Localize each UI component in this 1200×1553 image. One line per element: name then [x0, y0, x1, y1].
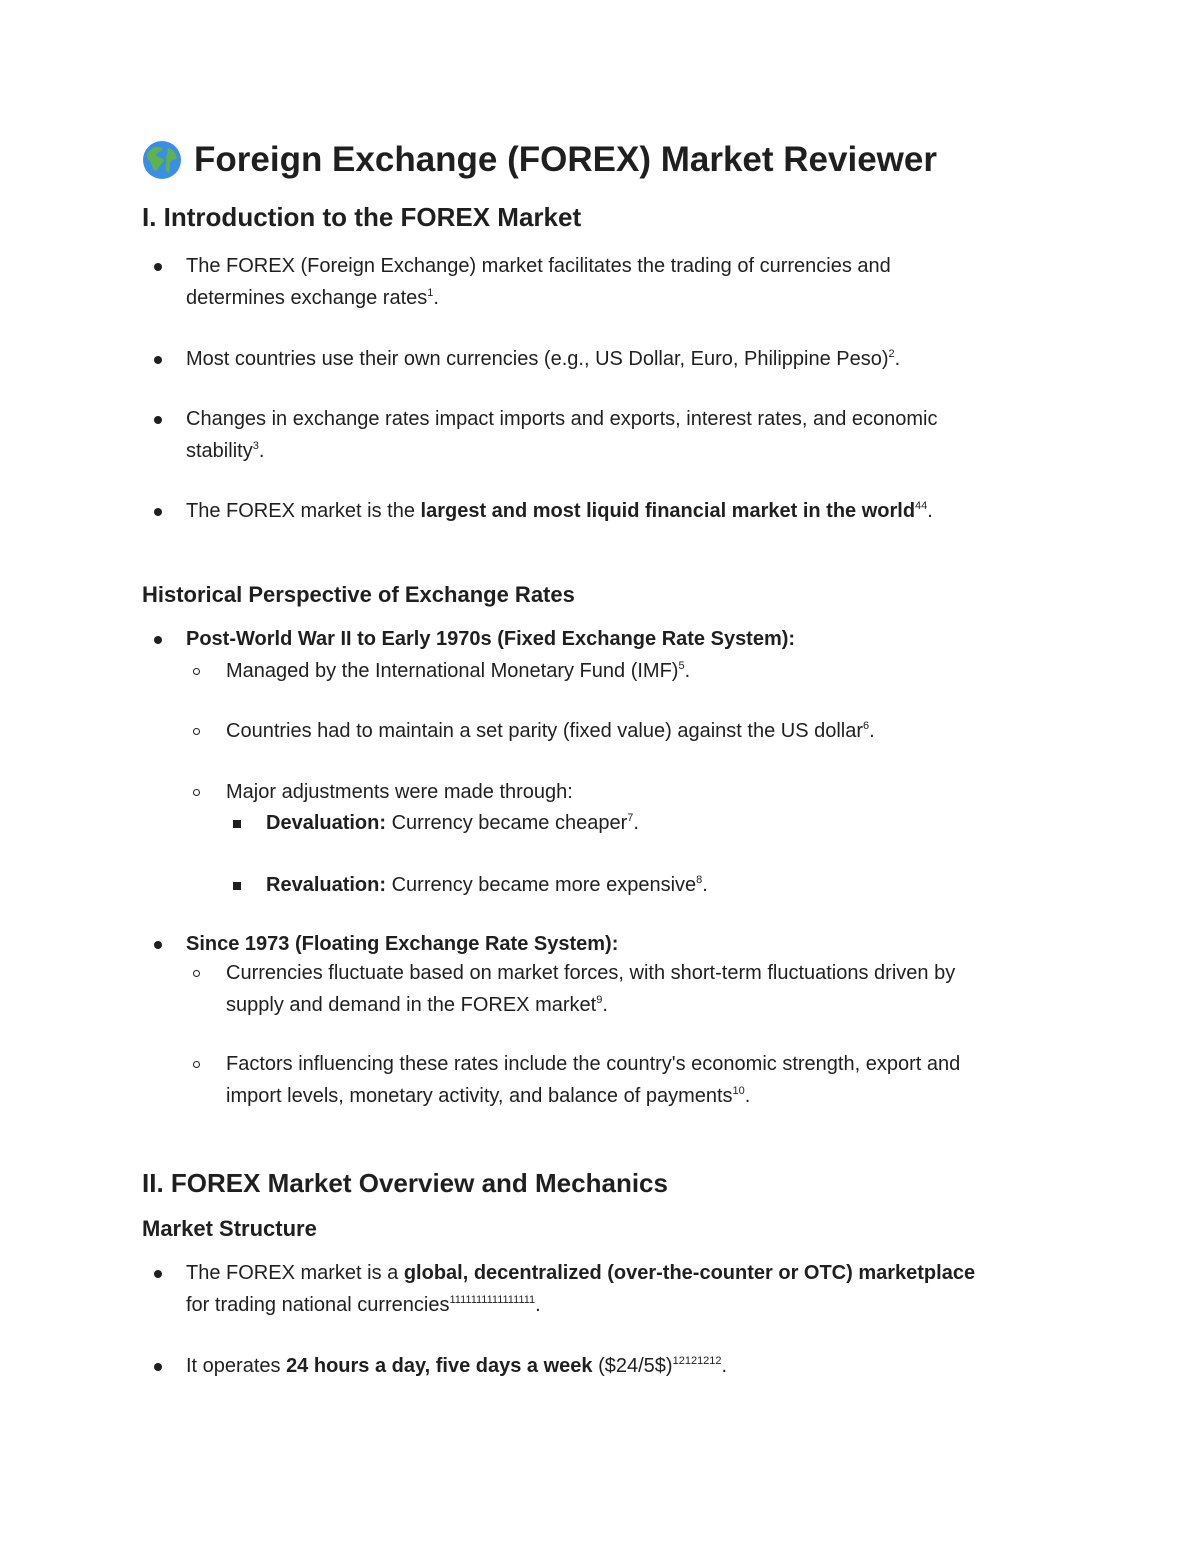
sub-bullet-marker	[193, 668, 200, 675]
devaluation-item: Devaluation: Currency became cheaper$^7$.	[266, 812, 639, 834]
intro-bullet-3: Changes in exchange rates impact imports and exports, interest rates, and economic stability$^3$.	[186, 408, 938, 462]
structure-bullet-1: The FOREX market is a global, decentralized (over-the-counter or OTC) marketplace for trading national currencies$^{1111111111111111}$.	[186, 1262, 976, 1316]
sub-sub-bullet-marker	[233, 820, 241, 828]
sub-sub-bullet-marker	[233, 882, 241, 890]
historical-heading: Historical Perspective of Exchange Rates	[142, 582, 575, 607]
structure-bullet-2: It operates 24 hours a day, five days a week ($24/5$)$^{12121212}$.	[186, 1355, 728, 1377]
intro-bullet-2: Most countries use their own currencies (e.g., US Dollar, Euro, Philippine Peso)$^2$.	[186, 348, 901, 370]
floating-sub-2: Factors influencing these rates include the country's economic strength, export and import levels, monetary activity, and balance of payments$^{10}$.	[226, 1053, 961, 1107]
revaluation-item: Revaluation: Currency became more expensive$^8$.	[266, 874, 708, 896]
sub-bullet-marker	[193, 970, 200, 977]
fixed-sub-3: Major adjustments were made through:	[226, 781, 573, 803]
bullet-marker	[154, 1363, 162, 1371]
document-title	[142, 140, 937, 180]
bullet-marker	[154, 263, 162, 271]
title-text: Foreign Exchange (FOREX) Market Reviewer	[194, 140, 937, 179]
sub-bullet-marker	[193, 728, 200, 735]
bullet-marker	[154, 356, 162, 364]
intro-bullet-1: The FOREX (Foreign Exchange) market facilitates the trading of currencies and determines exchange rates$^1$.	[186, 255, 891, 309]
fixed-sub-2: Countries had to maintain a set parity (fixed value) against the US dollar$^6$.	[226, 720, 875, 742]
bullet-marker	[154, 1270, 162, 1278]
sub-bullet-marker	[193, 1061, 200, 1068]
section-1-heading: I. Introduction to the FOREX Market	[142, 202, 582, 232]
fixed-sub-1: Managed by the International Monetary Fund (IMF)$^5$.	[226, 660, 691, 682]
bullet-marker	[154, 941, 162, 949]
fixed-system-label: Post-World War II to Early 1970s (Fixed Exchange Rate System):	[186, 628, 796, 650]
bullet-marker	[154, 508, 162, 516]
bullet-marker	[154, 416, 162, 424]
floating-sub-1: Currencies fluctuate based on market forces, with short-term fluctuations driven by supply and demand in the FOREX market$^9$.	[226, 962, 956, 1016]
sub-bullet-marker	[193, 789, 200, 796]
bullet-marker	[154, 636, 162, 644]
globe-icon	[142, 140, 182, 180]
intro-bullet-4: The FOREX market is the largest and most liquid financial market in the world$^{44}$.	[186, 500, 933, 522]
floating-system-label: Since 1973 (Floating Exchange Rate System):	[186, 933, 619, 955]
market-structure-heading: Market Structure	[142, 1216, 317, 1241]
section-2-heading: II. FOREX Market Overview and Mechanics	[142, 1168, 668, 1198]
